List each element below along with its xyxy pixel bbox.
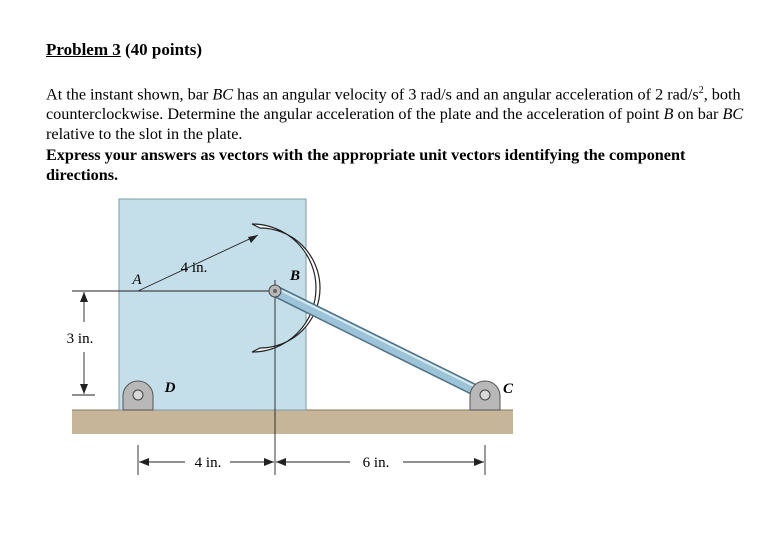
dim-3in-arrow-bottom	[80, 384, 88, 394]
problem-points: (40 points)	[120, 40, 202, 59]
statement-part: BC	[722, 105, 744, 124]
pin-c	[480, 390, 490, 400]
answer-instruction: Express your answers as vectors with the appropriate unit vectors identifying the component directions.	[46, 146, 686, 184]
label-d: D	[164, 380, 176, 396]
statement-part: BC	[212, 85, 234, 104]
label-4in-bottom: 4 in.	[194, 455, 222, 471]
statement-part: At the instant shown, bar	[46, 85, 213, 104]
dim-4in-arrow-right	[264, 458, 274, 466]
statement-part: , both counterclockwise. Determine the angular acceleration of the plate and the acceleration of point	[46, 85, 741, 124]
label-6in: 6 in.	[362, 455, 390, 471]
problem-number: Problem 3	[46, 40, 121, 59]
label-a: A	[132, 272, 142, 288]
dim-6in-arrow-left	[276, 458, 286, 466]
pin-b-center	[273, 289, 277, 293]
bar-bc-highlight	[278, 289, 482, 390]
statement-part: relative to the slot in the plate.	[46, 125, 243, 144]
label-3in: 3 in.	[66, 331, 94, 347]
label-4in-top: 4 in.	[180, 260, 208, 276]
label-c: C	[502, 381, 514, 397]
ground	[72, 410, 513, 434]
dim-3in-arrow-top	[80, 292, 88, 302]
dim-4in-arrow-left	[139, 458, 149, 466]
pin-d	[133, 390, 143, 400]
statement-part: has an angular velocity of 3 rad/s and an angular acceleration of 2 rad/s	[233, 85, 699, 104]
statement-part: on bar	[673, 105, 723, 124]
dim-6in-arrow-right	[474, 458, 484, 466]
statement-superscript: 2	[698, 85, 704, 96]
label-b: B	[289, 268, 301, 284]
statement-part: B	[663, 105, 674, 124]
